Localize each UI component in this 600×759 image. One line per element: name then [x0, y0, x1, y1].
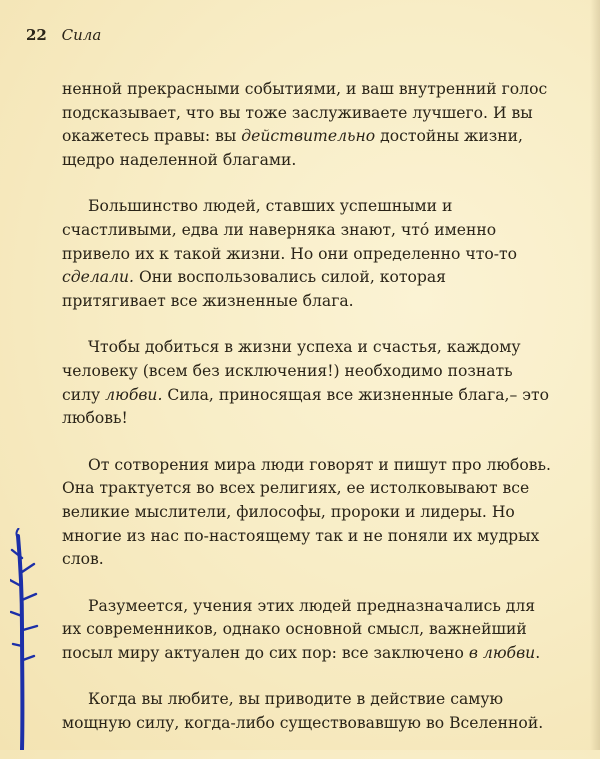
- emphasis-text: действительно: [241, 127, 376, 146]
- paragraph: [62, 454, 552, 572]
- blue-feather-icon: [10, 528, 50, 750]
- paragraph: [62, 195, 552, 313]
- paragraph: [62, 78, 552, 172]
- text-run: Большинство людей, ставших успешными и счастливыми, едва ли наверняка знают, чтó именно привело их к такой жизни. Но они определенно что-то: [62, 197, 517, 263]
- text-run: Когда вы любите, вы приводите в действие самую мощную силу, когда-либо существовавшую во Вселенной.: [62, 690, 544, 733]
- text-run: Они воспользовались силой, которая притягивает все жизненные блага.: [62, 268, 447, 310]
- page-edge-shadow: [590, 0, 600, 750]
- text-run: От сотворения мира люди говорят и пишут про любовь. Она трактуется во всех религиях, ее истолковывают все великие мыслители, философы, пророки и лидеры. Но многие из нас по-настоящему так и не поняли их мудрых слов.: [62, 455, 551, 569]
- text-run: Сила, приносящая все жизненные блага,– это любовь!: [62, 385, 550, 428]
- page-header: [26, 26, 101, 44]
- paragraph: [62, 595, 552, 666]
- emphasis-text: сделали.: [62, 268, 134, 287]
- paragraph: [62, 336, 552, 430]
- emphasis-text: любви.: [105, 385, 163, 404]
- text-run: ненной прекрасными событиями, и ваш внутренний голос подсказывает, что вы тоже заслуживаете лучшего. И вы окажетесь правы: вы: [62, 80, 548, 146]
- text-run: достойны жизни, щедро наделенной благами.: [62, 127, 523, 169]
- chapter-title: Сила: [61, 26, 102, 44]
- text-run: Разумеется, учения этих людей предназначались для их современников, однако основной смысл, важнейший посыл миру актуален до сих пор: все заключено: [62, 596, 536, 662]
- text-run: .: [535, 643, 541, 662]
- emphasis-text: в любви: [468, 643, 536, 662]
- text-run: Чтобы добиться в жизни успеха и счастья, каждому человеку (всем без исключения!) необходимо познать силу: [62, 338, 521, 404]
- page-number: 22: [26, 26, 47, 44]
- body-text: [62, 78, 552, 759]
- paragraph: [62, 688, 552, 735]
